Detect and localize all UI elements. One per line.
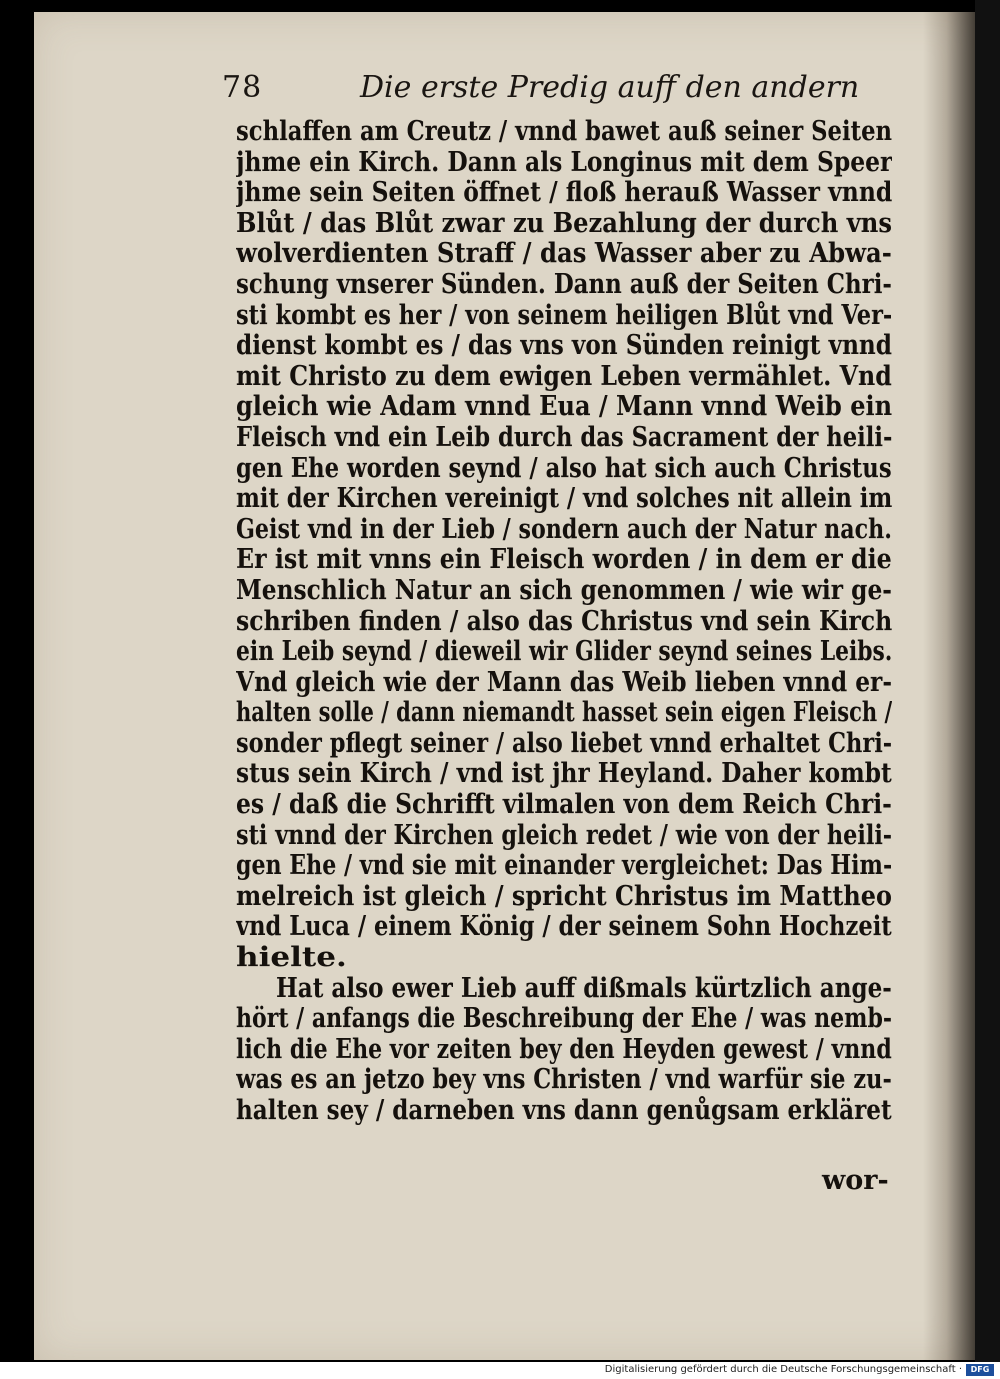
- text-line: schriben finden / also das Christus vnd sein Kirch: [236, 606, 892, 637]
- text-line: sti vnnd der Kirchen gleich redet / wie von der heili-: [236, 820, 892, 851]
- text-line: gleich wie Adam vnnd Eua / Mann vnnd Weib ein: [236, 392, 892, 423]
- text-line: Er ist mit vnns ein Fleisch worden / in dem er die: [236, 545, 892, 576]
- text-line: gen Ehe / vnd sie mit einander vergleichet: Das Him-: [236, 851, 892, 882]
- footer-credit: Digitalisierung gefördert durch die Deutsche Forschungsgemeinschaft ·: [604, 1364, 962, 1375]
- text-line: hört / anfangs die Beschreibung der Ehe / was nemb-: [236, 1004, 892, 1035]
- catchword: wor-: [822, 1165, 889, 1196]
- text-line: schung vnserer Sünden. Dann auß der Seiten Chri-: [236, 269, 892, 300]
- text-line: schlaffen am Creutz / vnnd bawet auß seiner Seiten: [236, 117, 892, 147]
- body-text: [236, 117, 892, 1127]
- text-line: mit Christo zu dem ewigen Leben vermählet. Vnd: [236, 361, 892, 392]
- text-line: sonder pflegt seiner / also liebet vnnd erhaltet Chri-: [236, 728, 892, 759]
- running-head: [222, 70, 860, 110]
- text-line: es / daß die Schrifft vilmalen von dem Reich Chri-: [236, 790, 892, 821]
- text-line: Menschlich Natur an sich genommen / wie wir ge-: [236, 575, 892, 606]
- text-line: gen Ehe worden seynd / also hat sich auch Christus: [236, 453, 892, 484]
- page-number: 78: [222, 70, 263, 105]
- text-line: vnd Luca / einem König / der seinem Sohn Hochzeit: [236, 912, 892, 943]
- page-gutter-shadow: [923, 12, 975, 1360]
- text-line: dienst kombt es / das vns von Sünden reinigt vnnd: [236, 331, 892, 362]
- text-line: wolverdienten Straff / das Wasser aber zu Abwa-: [236, 239, 892, 270]
- text-line: hielte.: [236, 943, 347, 974]
- text-line: jhme ein Kirch. Dann als Longinus mit dem Speer: [236, 147, 892, 178]
- text-line: lich die Ehe vor zeiten bey den Heyden gewest / vnnd: [236, 1034, 892, 1065]
- text-line: jhme sein Seiten öffnet / floß herauß Wasser vnnd: [236, 178, 892, 209]
- footer-bar: [0, 1362, 1000, 1379]
- text-line: Hat also ewer Lieb auff dißmals kürtzlich ange-: [276, 973, 892, 1004]
- running-head-title: Die erste Predig auff den andern: [360, 70, 860, 105]
- text-line: Geist vnd in der Lieb / sondern auch der Natur nach.: [236, 514, 892, 545]
- text-line: sti kombt es her / von seinem heiligen Blůt vnd Ver-: [236, 300, 892, 331]
- text-line: was es an jetzo bey vns Christen / vnd warfür sie zu-: [236, 1065, 892, 1096]
- text-line: melreich ist gleich / spricht Christus im Mattheo: [236, 881, 892, 912]
- text-line: ein Leib seynd / dieweil wir Glider seynd seines Leibs.: [236, 637, 892, 668]
- text-line: mit der Kirchen vereinigt / vnd solches nit allein im: [236, 484, 892, 515]
- text-line: Fleisch vnd ein Leib durch das Sacrament der heili-: [236, 422, 892, 453]
- text-line: halten sey / darneben vns dann genůgsam erkläret: [236, 1096, 892, 1126]
- text-line: Vnd gleich wie der Mann das Weib lieben vnnd er-: [236, 667, 892, 698]
- scan-edge: [975, 0, 1000, 1362]
- text-line: stus sein Kirch / vnd ist jhr Heyland. Daher kombt: [236, 759, 892, 790]
- text-line: halten solle / dann niemandt hasset sein eigen Fleisch /: [236, 698, 892, 729]
- dfg-logo-icon: DFG: [966, 1364, 994, 1376]
- text-line: Blůt / das Blůt zwar zu Bezahlung der durch vns: [236, 208, 892, 239]
